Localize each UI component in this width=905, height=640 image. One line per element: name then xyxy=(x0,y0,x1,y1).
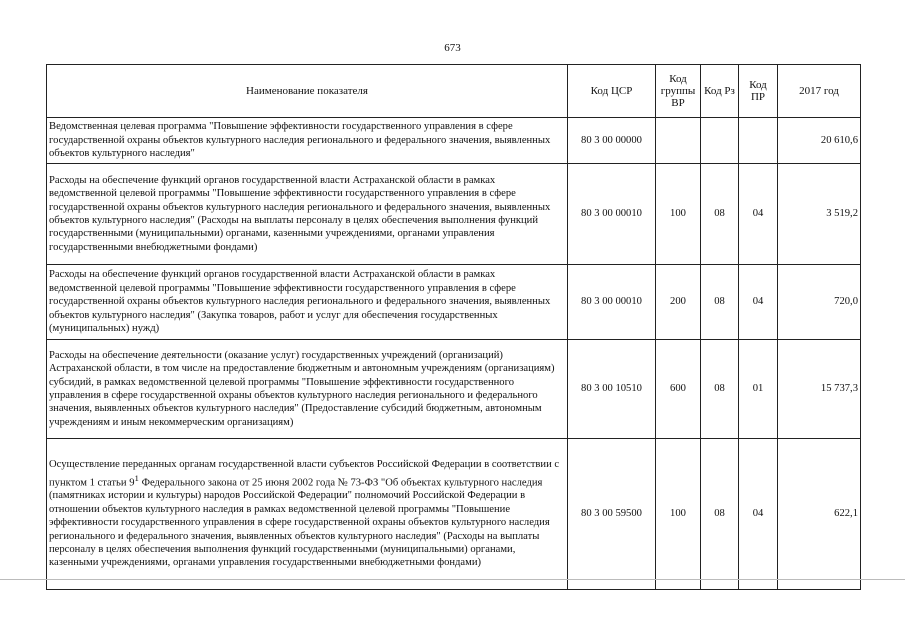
row-rz xyxy=(701,118,739,164)
row-vr: 100 xyxy=(656,164,701,265)
header-pr: Код ПР xyxy=(739,65,778,118)
row-rz: 08 xyxy=(701,340,739,439)
header-year: 2017 год xyxy=(778,65,861,118)
row-rz: 08 xyxy=(701,164,739,265)
row-sum: 3 519,2 xyxy=(778,164,861,265)
header-rz: Код Рз xyxy=(701,65,739,118)
row-pr: 04 xyxy=(739,164,778,265)
table-row xyxy=(47,265,861,340)
row-sum: 720,0 xyxy=(778,265,861,340)
row-rz: 08 xyxy=(701,265,739,340)
row-pr: 04 xyxy=(739,439,778,590)
row-csr: 80 3 00 00010 xyxy=(568,164,656,265)
row-csr: 80 3 00 10510 xyxy=(568,340,656,439)
table-row xyxy=(47,118,861,164)
page-divider xyxy=(0,579,905,580)
budget-table xyxy=(46,64,861,590)
row-name: Расходы на обеспечение деятельности (оказание услуг) государственных учреждений (организаций) Астраханской области, в том числе на предоставление бюджетным и автономным учреждениям (организациям) субсидий, в рамках ведомственной целевой программы "Повышение эффективности государственного управления в сфере государственной охраны объектов культурного наследия регионального и федерального значения, выявленных объектов культурного наследия" (Предоставление субсидий бюджетным, автономным учреждениям и иным некоммерческим организациям) xyxy=(47,340,568,439)
page-number: 673 xyxy=(444,42,461,54)
table-header-row xyxy=(47,65,861,118)
row-vr: 600 xyxy=(656,340,701,439)
row-sum: 622,1 xyxy=(778,439,861,590)
header-csr: Код ЦСР xyxy=(568,65,656,118)
row-rz: 08 xyxy=(701,439,739,590)
row-name: Расходы на обеспечение функций органов государственной власти Астраханской области в рамках ведомственной целевой программы "Повышение эффективности государственного управления в сфере государственной охраны объектов культурного наследия регионального и федерального значения, выявленных объектов культурного наследия" (Расходы на выплаты персоналу в целях обеспечения выполнения функций государственными (муниципальными) органами, казенными учреждениями, органами управления государственными внебюджетными фондами) xyxy=(47,164,568,265)
row-name: Расходы на обеспечение функций органов государственной власти Астраханской области в рамках ведомственной целевой программы "Повышение эффективности государственного управления в сфере государственной охраны объектов культурного наследия регионального и федерального значения, выявленных объектов культурного наследия" (Закупка товаров, работ и услуг для обеспечения государственных (муниципальных) нужд) xyxy=(47,265,568,340)
row-vr: 100 xyxy=(656,439,701,590)
row-name xyxy=(47,439,568,590)
table-row xyxy=(47,439,861,590)
row-sum: 20 610,6 xyxy=(778,118,861,164)
row-pr: 04 xyxy=(739,265,778,340)
row-pr: 01 xyxy=(739,340,778,439)
row-vr xyxy=(656,118,701,164)
header-vr: Код группы ВР xyxy=(656,65,701,118)
row-csr: 80 3 00 59500 xyxy=(568,439,656,590)
row-name-superscript: 1 xyxy=(134,472,139,483)
table-row xyxy=(47,340,861,439)
row-name-part: Осуществление переданных органам государственной власти субъектов Российской Федерации в соответствии с пунктом 1 статьи 9 xyxy=(49,459,560,489)
row-pr xyxy=(739,118,778,164)
table-row xyxy=(47,164,861,265)
row-name-part: Федерального закона от 25 июня 2002 года № 73-ФЗ "Об объектах культурного наследия (памятниках истории и культуры) народов Российской Федерации" полномочий Российской Федерации в отношении объектов культурного наследия в рамках ведомственной целевой программы "Повышение эффективности государственного управления в сфере государственной охраны объектов культурного наследия регионального и федерального значения, выявленных объектов культурного наследия" (Расходы на выплаты персоналу в целях обеспечения выполнения функций государственными (муниципальными) органами, казенными учреждениями, органами управления государственными внебюджетными фондами) xyxy=(49,477,550,569)
row-name: Ведомственная целевая программа "Повышение эффективности государственного управления в сфере государственной охраны объектов культурного наследия регионального и федерального значения, выявленных объектов культурного наследия" xyxy=(47,118,568,164)
row-csr: 80 3 00 00000 xyxy=(568,118,656,164)
row-vr: 200 xyxy=(656,265,701,340)
header-name: Наименование показателя xyxy=(47,65,568,118)
row-sum: 15 737,3 xyxy=(778,340,861,439)
row-csr: 80 3 00 00010 xyxy=(568,265,656,340)
